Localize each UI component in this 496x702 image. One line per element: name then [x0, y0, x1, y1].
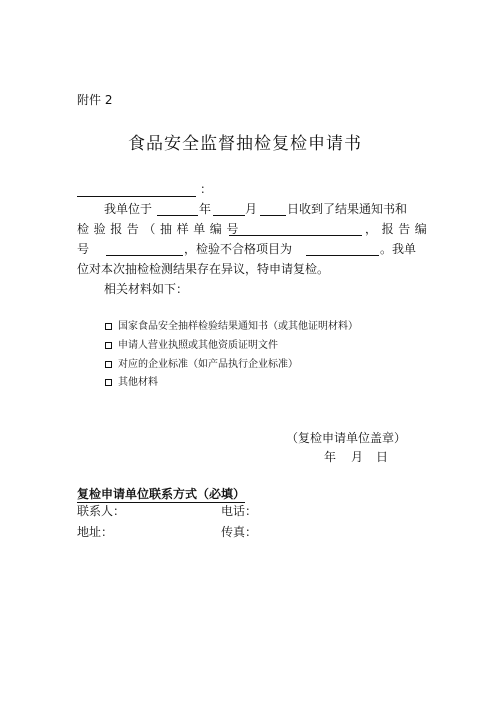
- date-year: 年: [324, 450, 337, 464]
- addressee-colon: ：: [200, 182, 213, 196]
- material-label: 其他材料: [118, 377, 158, 388]
- report-number-blank[interactable]: [106, 255, 183, 256]
- body-line1-d: 日收到了结果通知书和: [287, 202, 408, 216]
- seal-label: （复检申请单位盖章）: [286, 431, 407, 445]
- contact-heading-text: 复检申请单位联系方式（必填）: [77, 487, 246, 501]
- checkbox-icon[interactable]: [105, 379, 112, 386]
- date-day: 日: [376, 450, 389, 464]
- body-line4: 位对本次抽检检测结果存在异议，特申请复检。: [77, 262, 330, 276]
- body-line2-a: 检验报告（抽样单编号: [77, 222, 244, 236]
- contact-person-label: 联系人：: [77, 504, 126, 518]
- attachment-label: 附件 2: [77, 93, 113, 107]
- body-line1-month: 月: [245, 202, 258, 216]
- material-item: [105, 376, 158, 390]
- day-blank[interactable]: [260, 215, 286, 216]
- body-line3-c: 。我单: [380, 242, 417, 256]
- material-item: [105, 358, 298, 372]
- body-line3-a: 号: [77, 242, 90, 256]
- material-item: [105, 320, 358, 334]
- material-label: 国家食品安全抽样检验结果通知书（或其他证明材料）: [118, 321, 358, 332]
- document-title: 食品安全监督抽检复检申请书: [128, 134, 362, 154]
- addressee-blank[interactable]: [77, 196, 196, 197]
- body-line5: 相关材料如下：: [104, 282, 189, 296]
- body-line3-b: ，检验不合格项目为: [184, 242, 293, 256]
- body-line2-b: ，报告编: [365, 222, 432, 236]
- material-label: 申请人营业执照或其他资质证明文件: [118, 340, 278, 351]
- body-line1-a: 我单位于: [104, 202, 153, 216]
- failed-items-blank[interactable]: [306, 255, 379, 256]
- body-line1-year: 年: [199, 202, 212, 216]
- date-month: 月: [351, 450, 364, 464]
- phone-label: 电话：: [221, 504, 258, 518]
- material-label: 对应的企业标准（如产品执行企业标准）: [118, 359, 298, 370]
- fax-label: 传真：: [221, 525, 258, 539]
- contact-heading: [77, 486, 245, 502]
- checkbox-icon[interactable]: [105, 323, 112, 330]
- sample-number-blank[interactable]: [229, 235, 362, 236]
- checkbox-icon[interactable]: [105, 361, 112, 368]
- material-item: [105, 339, 278, 353]
- year-blank[interactable]: [157, 215, 198, 216]
- month-blank[interactable]: [213, 215, 245, 216]
- checkbox-icon[interactable]: [105, 342, 112, 349]
- address-label: 地址：: [77, 525, 114, 539]
